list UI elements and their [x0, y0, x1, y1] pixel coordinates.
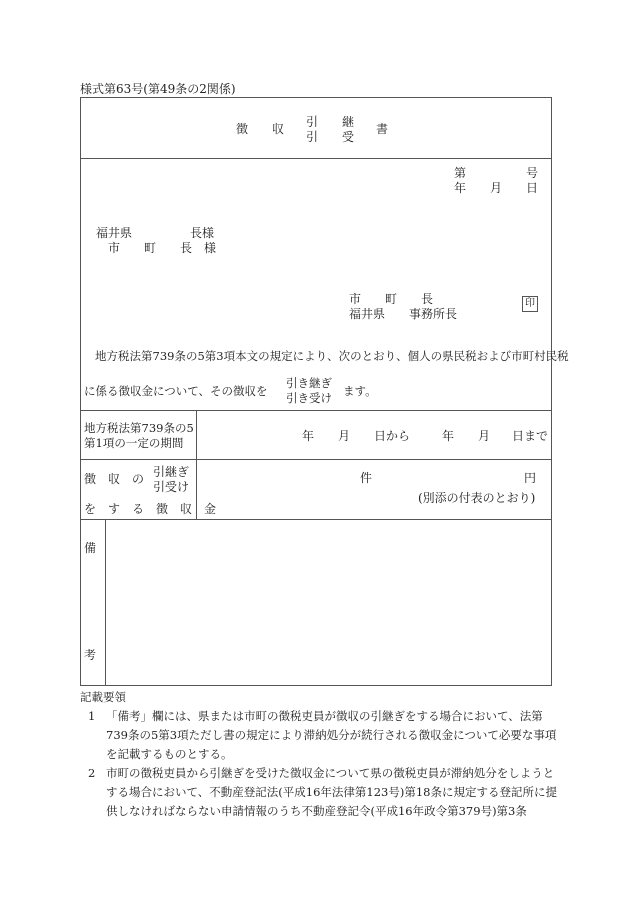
- row-divider-body: [80, 410, 552, 411]
- note-text: 「備考」欄には、県または市町の徴税吏員が徴収の引継ぎをする場合において、法第739条の5第3項ただし書の規定により滞納処分が続行される徴収金について必要な事項を記載するものとする。: [106, 709, 557, 761]
- row-divider-title: [80, 158, 552, 159]
- amount-attachment-note: (別添の付表のとおり): [418, 491, 536, 505]
- sender-office: 福井県 事務所長: [349, 307, 458, 321]
- amount-yen-unit: 円: [524, 471, 537, 485]
- row-divider-period: [80, 459, 552, 460]
- amount-count-unit: 件: [360, 471, 373, 485]
- amount-label-top: 徴 収 の: [84, 472, 145, 486]
- body-line-2-prefix: に係る徴収金について、その徴収を: [84, 384, 268, 398]
- notes-section: [80, 688, 560, 821]
- seal-mark: 印: [522, 296, 538, 312]
- number-suffix: 号: [526, 166, 539, 180]
- remarks-label-top: 備: [84, 541, 97, 555]
- title-option-transfer: 引 継: [306, 115, 355, 129]
- addressee-title: 長様: [190, 226, 215, 240]
- row-divider-amount: [80, 519, 552, 520]
- table-border-left: [80, 97, 81, 686]
- date-month: 月: [490, 181, 503, 195]
- table-border-top: [80, 97, 552, 98]
- note-item: [88, 707, 560, 764]
- note-item: [88, 764, 560, 821]
- period-from-day: 日から: [374, 429, 411, 443]
- body-option-transfer: 引き継ぎ: [286, 376, 332, 390]
- addressee-municipal: 市 町 長 様: [108, 241, 217, 255]
- table-border-right: [551, 97, 552, 686]
- notes-heading: 記載要領: [80, 690, 126, 704]
- addressee-prefecture: 福井県: [96, 226, 133, 240]
- period-from-month: 月: [338, 429, 351, 443]
- table-border-bottom: [80, 685, 552, 686]
- date-day: 日: [526, 181, 539, 195]
- note-text: 市町の徴税吏員から引継ぎを受けた徴収金について県の徴税吏員が滞納処分をしようとする場合において、不動産登記法(平成16年法律第123号)第18条に規定する登記所に提供しなければならない申請情報のうち不動産登記令(平成16年政令第379号)第3条: [106, 766, 557, 818]
- period-to-year: 年: [442, 429, 455, 443]
- form-number: 様式第63号(第49条の2関係): [80, 82, 236, 96]
- body-line-1: 地方税法第739条の5第3項本文の規定により、次のとおり、個人の県民税および市町村民税: [95, 349, 569, 363]
- note-number: 2: [88, 766, 96, 780]
- period-to-day: 日まで: [512, 429, 549, 443]
- date-year: 年: [454, 181, 467, 195]
- period-from-year: 年: [302, 429, 315, 443]
- body-line-2-suffix: ます。: [343, 384, 377, 398]
- amount-label-option-transfer: 引継ぎ: [153, 465, 190, 479]
- title-collection: 徴 収: [236, 122, 285, 136]
- amount-label-bottom: を す る 徴 収 金: [84, 502, 217, 516]
- period-label-line-1: 地方税法第739条の5: [84, 421, 194, 435]
- title-option-receive: 引 受: [306, 130, 355, 144]
- column-divider-remarks: [105, 519, 106, 686]
- note-number: 1: [88, 709, 96, 723]
- remarks-label-bottom: 考: [84, 648, 97, 662]
- title-document: 書: [376, 122, 389, 136]
- period-label-line-2: 第1項の一定の期間: [84, 436, 184, 450]
- number-label: 第: [454, 166, 467, 180]
- sender-municipal: 市 町 長: [349, 292, 434, 306]
- period-to-month: 月: [478, 429, 491, 443]
- body-option-receive: 引き受け: [286, 391, 332, 405]
- amount-label-option-receive: 引受け: [153, 480, 190, 494]
